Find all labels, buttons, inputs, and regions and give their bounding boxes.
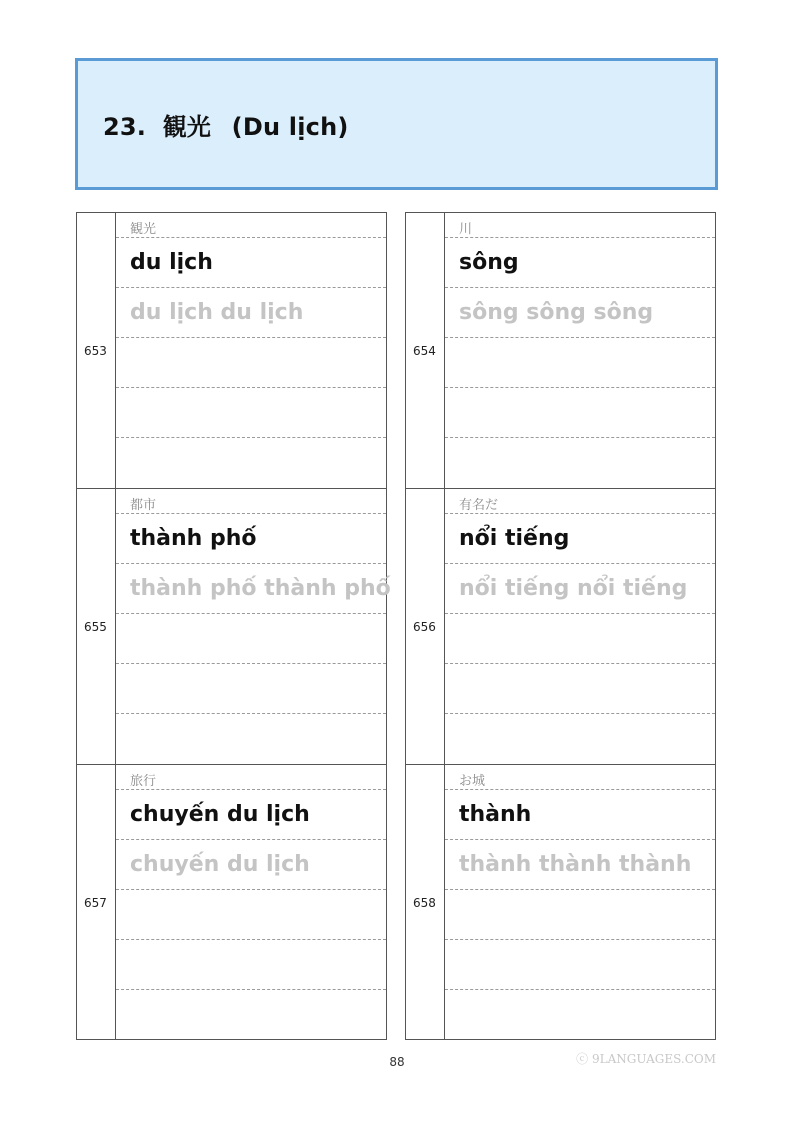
card-number: 658 [413, 896, 436, 910]
card-number: 655 [84, 620, 107, 634]
word-row [116, 238, 386, 288]
card-number-cell [77, 765, 116, 1039]
section-header [75, 58, 718, 190]
japanese-word: 旅行 [130, 774, 157, 789]
japanese-row [116, 489, 386, 514]
page-number: 88 [389, 1055, 405, 1069]
trace-text: thành thành thành [459, 852, 692, 877]
section-title [103, 107, 349, 142]
trace-row [116, 288, 386, 338]
word-row [116, 790, 386, 840]
writing-line [445, 890, 715, 940]
writing-line [116, 438, 386, 488]
trace-text: chuyến du lịch [130, 852, 310, 877]
vocab-card [76, 488, 391, 764]
writing-line [116, 338, 386, 388]
writing-line [445, 714, 715, 764]
writing-line [445, 664, 715, 714]
copyright-text: ⓒ 9LANGUAGES.COM [576, 1052, 716, 1066]
section-number: 23. [103, 113, 147, 141]
vocab-card [76, 764, 387, 1040]
word-row [445, 790, 715, 840]
vocab-card [405, 764, 716, 1040]
writing-line [445, 990, 715, 1040]
japanese-row [116, 765, 386, 790]
card-number-cell [77, 213, 116, 488]
writing-line [445, 388, 715, 438]
trace-row [445, 840, 715, 890]
writing-line [116, 614, 386, 664]
vietnamese-word: thành [459, 802, 532, 827]
vietnamese-word: thành phố [130, 526, 257, 551]
left-column [76, 212, 391, 1040]
japanese-row [445, 765, 715, 790]
trace-row [116, 564, 391, 614]
writing-line [116, 990, 386, 1040]
word-row [116, 514, 386, 564]
trace-text: du lịch du lịch [130, 300, 304, 325]
vietnamese-word: sông [459, 250, 519, 275]
right-column [405, 212, 716, 1040]
card-number-cell [406, 765, 445, 1039]
vocab-card [405, 488, 716, 764]
trace-text: nổi tiếng nổi tiếng [459, 576, 688, 601]
trace-text: sông sông sông [459, 300, 654, 325]
japanese-row [445, 489, 715, 514]
japanese-word: 川 [459, 222, 473, 237]
card-number-cell [406, 489, 445, 764]
writing-line [445, 438, 715, 488]
writing-line [116, 940, 386, 990]
vietnamese-word: nổi tiếng [459, 526, 570, 551]
trace-row [116, 840, 386, 890]
japanese-word: 有名だ [459, 498, 499, 513]
card-number: 657 [84, 896, 107, 910]
card-number-cell [77, 489, 116, 764]
vietnamese-word: du lịch [130, 250, 213, 275]
trace-text: thành phố thành phố [130, 576, 391, 601]
writing-line [116, 714, 386, 764]
writing-line [116, 664, 386, 714]
japanese-word: お城 [459, 774, 486, 789]
word-row [445, 238, 715, 288]
japanese-row [445, 213, 715, 238]
word-row [445, 514, 715, 564]
writing-line [445, 940, 715, 990]
card-number: 656 [413, 620, 436, 634]
writing-line [445, 614, 715, 664]
japanese-word: 都市 [130, 498, 157, 513]
card-number: 654 [413, 344, 436, 358]
writing-line [116, 890, 386, 940]
section-title-vietnamese: (Du lịch) [231, 113, 349, 141]
trace-row [445, 288, 715, 338]
card-number-cell [406, 213, 445, 488]
japanese-word: 観光 [130, 222, 157, 237]
vocab-card [76, 212, 387, 488]
writing-line [116, 388, 386, 438]
vietnamese-word: chuyến du lịch [130, 802, 310, 827]
card-number: 653 [84, 344, 107, 358]
writing-line [445, 338, 715, 388]
trace-row [445, 564, 715, 614]
vocab-card [405, 212, 716, 488]
japanese-row [116, 213, 386, 238]
section-title-japanese: 観光 [162, 113, 212, 141]
